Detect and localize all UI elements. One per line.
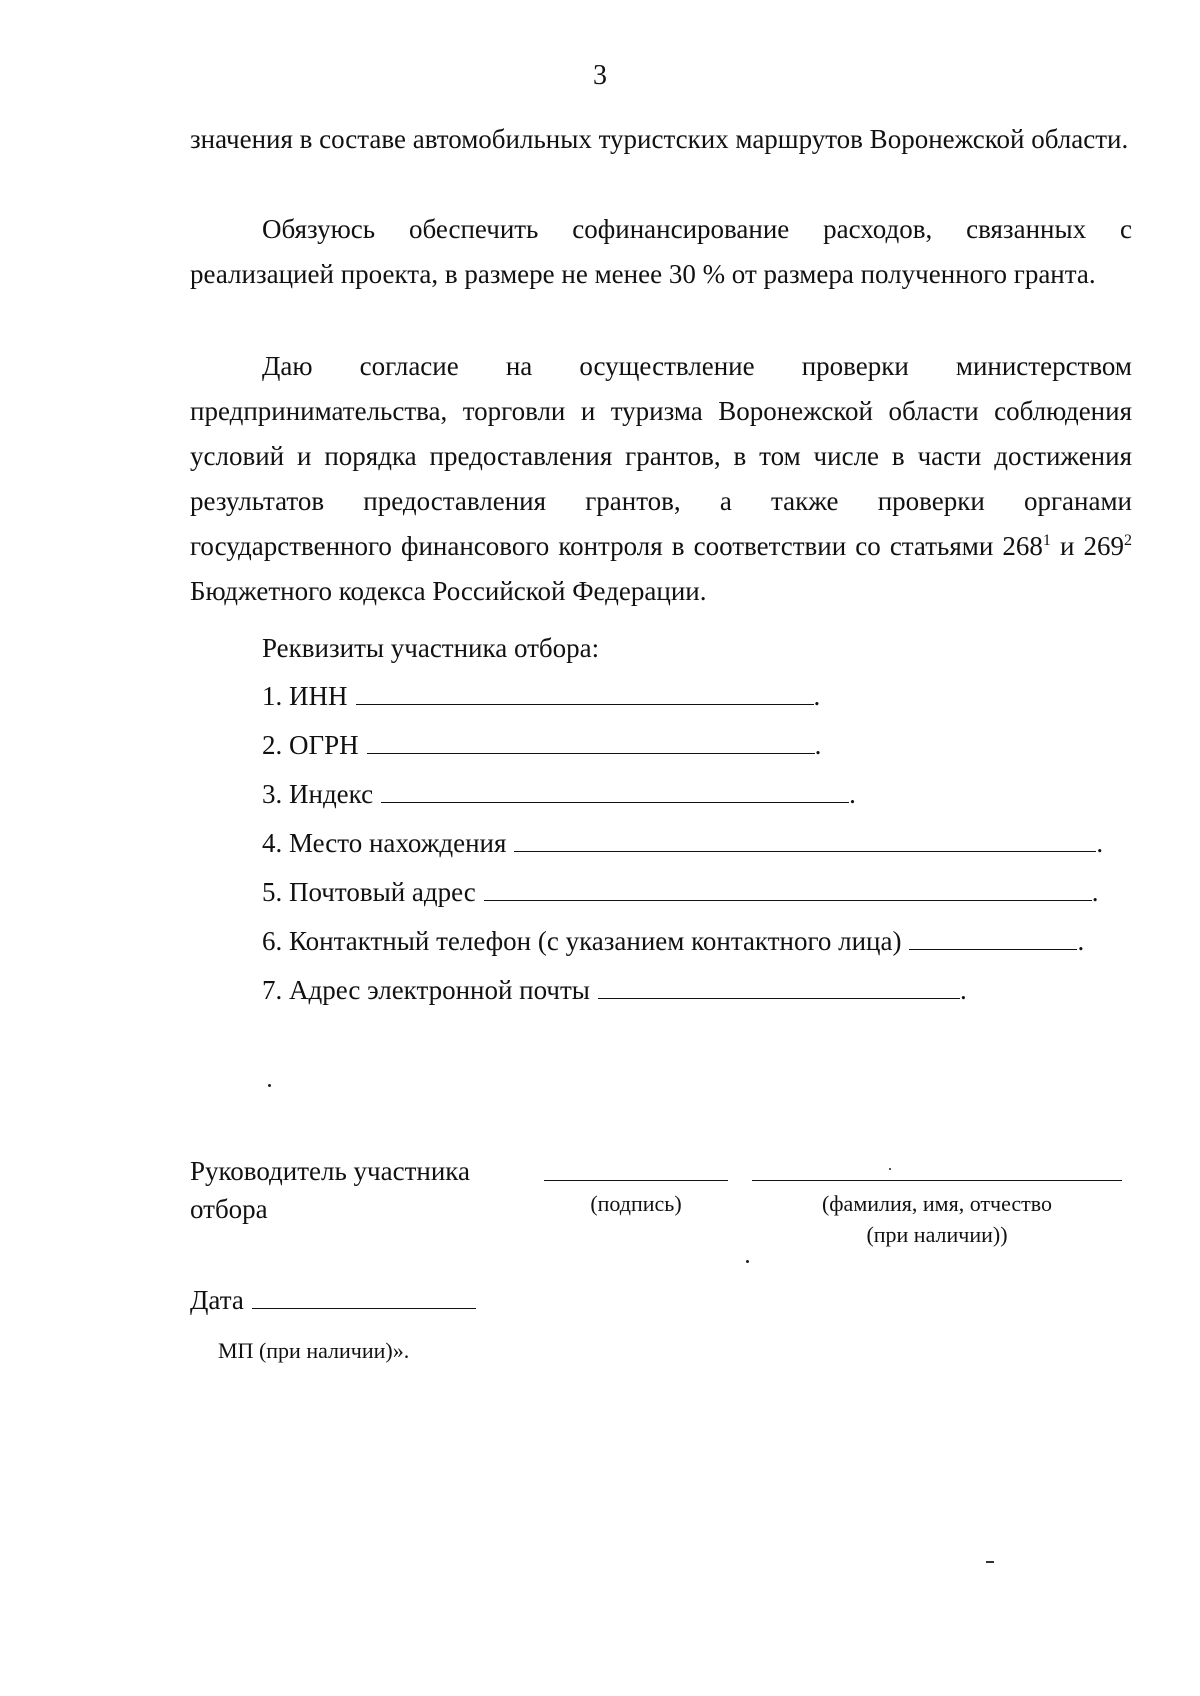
- date-input-line[interactable]: [252, 1284, 476, 1309]
- consent-main-text: Даю согласие на осуществление проверки министерством предпринимательства, торговли и туризма Воронежской области соблюдения условий и порядка предоставления грантов, в том числе в части достижения результатов предоставления грантов, а также проверки органами государственного финансового контроля в соответствии со статьями 268: [190, 351, 1132, 561]
- full-name-caption-line2: (при наличии)): [866, 1222, 1008, 1247]
- inn-input-line[interactable]: [356, 680, 814, 705]
- requisite-postal-address: [262, 872, 1099, 912]
- index-input-line[interactable]: [381, 778, 849, 803]
- requisite-index-label: 3. Индекс: [262, 779, 374, 809]
- requisite-ogrn-label: 2. ОГРН: [262, 730, 359, 760]
- consent-and: и: [1050, 531, 1084, 561]
- signatory-label-line2: отбора: [190, 1194, 268, 1224]
- scan-speck: [746, 1260, 749, 1263]
- requisite-inn-end: .: [813, 681, 821, 711]
- ogrn-input-line[interactable]: [367, 729, 815, 754]
- consent-text: [190, 344, 1132, 614]
- paragraph-consent: [190, 344, 1132, 614]
- footnote-superscript-2: 2: [1124, 532, 1132, 549]
- postal-address-input-line[interactable]: [484, 876, 1092, 901]
- requisite-email: [262, 970, 967, 1010]
- date-row: [190, 1280, 476, 1320]
- requisite-phone-label: 6. Контактный телефон (с указанием контактного лица): [262, 926, 902, 956]
- requisite-location-end: .: [1096, 828, 1104, 858]
- signature-caption: (подпись): [590, 1191, 682, 1216]
- page-number: 3: [593, 60, 607, 91]
- stamp-note: МП (при наличии)».: [218, 1338, 410, 1363]
- requisite-ogrn-end: .: [814, 730, 822, 760]
- phone-input-line[interactable]: [909, 925, 1077, 950]
- requisite-inn: [262, 676, 820, 716]
- paragraph-cofinancing: Обязуюсь обеспечить софинансирование расходов, связанных с реализацией проекта, в размере не менее 30 % от размера полученного гранта.: [190, 214, 1132, 289]
- requisite-phone: [262, 921, 1084, 961]
- full-name-line[interactable]: [752, 1180, 1122, 1181]
- full-name-caption: [752, 1188, 1122, 1250]
- requisite-phone-end: .: [1077, 926, 1085, 956]
- article-269: 269: [1083, 531, 1124, 561]
- paragraph-continuation: значения в составе автомобильных туристских маршрутов Воронежской области.: [190, 124, 1129, 154]
- requisite-index: [262, 774, 856, 814]
- requisite-ogrn: [262, 725, 821, 765]
- requisite-email-label: 7. Адрес электронной почты: [262, 975, 590, 1005]
- signature-line[interactable]: [544, 1180, 728, 1181]
- signatory-label: [190, 1152, 510, 1228]
- scan-speck: [889, 1168, 891, 1170]
- scan-speck: [268, 1084, 271, 1087]
- signatory-label-line1: Руководитель участника: [190, 1156, 470, 1186]
- consent-tail-text: Бюджетного кодекса Российской Федерации.: [190, 576, 707, 606]
- location-input-line[interactable]: [514, 827, 1096, 852]
- requisite-location-label: 4. Место нахождения: [262, 828, 507, 858]
- date-label: Дата: [190, 1285, 244, 1315]
- requisite-postal-end: .: [1091, 877, 1099, 907]
- requisite-email-end: .: [959, 975, 967, 1005]
- requisite-postal-label: 5. Почтовый адрес: [262, 877, 476, 907]
- full-name-caption-line1: (фамилия, имя, отчество: [821, 1191, 1053, 1216]
- requisite-index-end: .: [849, 779, 856, 809]
- requisite-location: [262, 823, 1103, 863]
- footnote-superscript-1: 1: [1042, 532, 1051, 549]
- email-input-line[interactable]: [598, 974, 960, 999]
- requisite-inn-label: 1. ИНН: [262, 681, 348, 711]
- scan-mark: [986, 1561, 994, 1563]
- requisites-title: Реквизиты участника отбора:: [262, 633, 600, 663]
